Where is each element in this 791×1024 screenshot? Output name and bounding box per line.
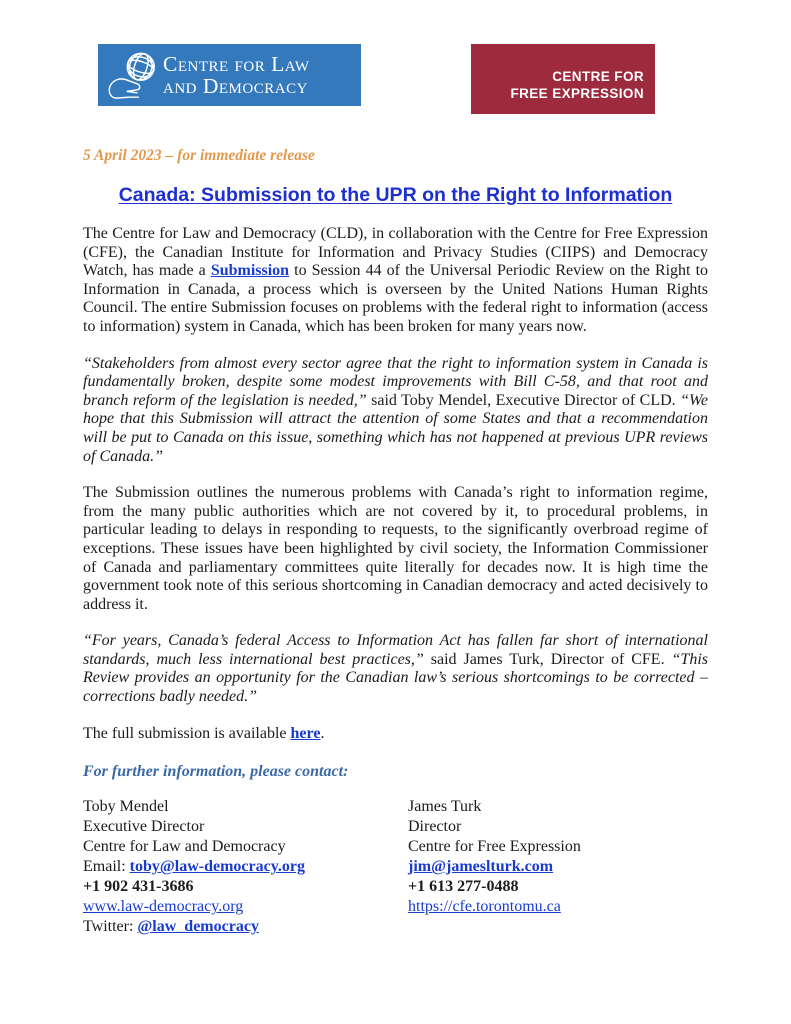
contact-line — [83, 857, 408, 877]
cld-logo — [98, 44, 361, 106]
cfe-logo — [471, 44, 655, 114]
contact-line — [83, 897, 408, 917]
text-segment: The Centre for Law and Democracy (CLD), in collaboration with the Centre for Free Expression (CFE), the Canadian Institute for Information and Privacy Studies (CIIPS) and Democracy Watch, has made a — [83, 225, 708, 280]
text-segment: “Stakeholders from almost every sector agree that the right to information system in Canada is fundamentally broken, despite some modest improvements with Bill C-58, and that root and branch reform of the legislation is needed,” — [83, 354, 708, 409]
contact-block-cld — [83, 797, 408, 937]
hyperlink[interactable]: here — [290, 724, 321, 742]
text-segment: James Turk — [408, 798, 482, 816]
text-segment: said James Turk, Director of CFE. — [423, 650, 672, 668]
text-segment: Executive Director — [83, 818, 205, 836]
para-submission-outline — [83, 484, 708, 614]
text-segment: Twitter: — [83, 918, 138, 936]
dateline: 5 April 2023 – for immediate release — [83, 147, 315, 164]
hyperlink[interactable]: jim@jameslturk.com — [408, 858, 554, 876]
contact-line — [83, 917, 408, 937]
contact-line — [83, 817, 408, 837]
page-title: Canada: Submission to the UPR on the Right to Information — [118, 184, 673, 206]
hyperlink[interactable]: Submission — [210, 262, 290, 280]
para-quote-turk — [83, 632, 708, 706]
text-segment: . — [320, 724, 325, 742]
contact-line — [83, 837, 408, 857]
cld-logo-line1: Centre for Law — [163, 52, 310, 76]
contact-line — [408, 877, 708, 897]
contact-line — [408, 897, 708, 917]
contact-line — [408, 837, 708, 857]
logo-row — [83, 0, 708, 114]
para-full-submission — [83, 725, 708, 744]
contact-line — [408, 797, 708, 817]
contact-block-cfe — [408, 797, 708, 937]
cld-logo-line2: and Democracy — [163, 74, 308, 98]
hyperlink[interactable]: @law_democracy — [137, 918, 259, 936]
contact-columns — [83, 797, 708, 937]
text-segment: Email: — [83, 858, 130, 876]
hyperlink[interactable]: toby@law-democracy.org — [129, 858, 305, 876]
text-segment: Centre for Law and Democracy — [83, 838, 286, 856]
text-segment: Toby Mendel — [83, 798, 169, 816]
text-segment: Director — [408, 818, 462, 836]
para-intro — [83, 225, 708, 337]
cfe-logo-line1: CENTRE FOR — [552, 69, 644, 84]
text-segment: to Session 44 of the Universal Periodic Review on the Right to Information in Canada, a process which is overseen by the United Nations Human Rights Council. The entire Submission focuses on problems with the federal right to information (access to information) system in Canada, which has been broken for many years now. — [83, 262, 709, 335]
text-segment: +1 902 431-3686 — [83, 878, 194, 896]
text-segment: “We hope that this Submission will attract the attention of some States and that a recommendation will be put to Canada on this issue, something which has not happened at previous UPR reviews of Canada.” — [83, 391, 708, 465]
text-segment: The full submission is available — [83, 724, 291, 742]
text-segment: said Toby Mendel, Executive Director of CLD. — [366, 391, 681, 409]
hand-holding-globe-icon — [105, 48, 163, 102]
text-segment: +1 613 277-0488 — [408, 878, 519, 896]
contact-heading: For further information, please contact: — [83, 763, 349, 781]
contact-line — [83, 797, 408, 817]
cfe-logo-line2: FREE EXPRESSION — [510, 86, 644, 101]
text-segment: The Submission outlines the numerous problems with Canada’s right to information regime, from the many public authorities which are not covered by it, to procedural problems, in particular leading to delays in responding to requests, to the significantly overbroad regime of exceptions. These issues have been highlighted by civil society, the Information Commissioner of Canada and parliamentary committees quite literally for decades now. It is high time the government took note of this serious shortcoming in Canadian democracy and acted decisively to address it. — [83, 484, 708, 613]
contact-line — [408, 857, 708, 877]
cld-logo-wordmark — [163, 53, 310, 97]
hyperlink[interactable]: https://cfe.torontomu.ca — [408, 898, 561, 916]
hyperlink[interactable]: www.law-democracy.org — [83, 898, 244, 916]
text-segment: “For years, Canada’s federal Access to Information Act has fallen far short of international standards, much less international best practices,” — [83, 632, 708, 668]
contact-line — [408, 817, 708, 837]
contact-line — [83, 877, 408, 897]
para-quote-mendel — [83, 355, 708, 467]
text-segment: “This Review provides an opportunity for the Canadian law’s serious shortcomings to be corrected – corrections badly needed.” — [83, 650, 708, 706]
text-segment: Centre for Free Expression — [408, 838, 581, 856]
